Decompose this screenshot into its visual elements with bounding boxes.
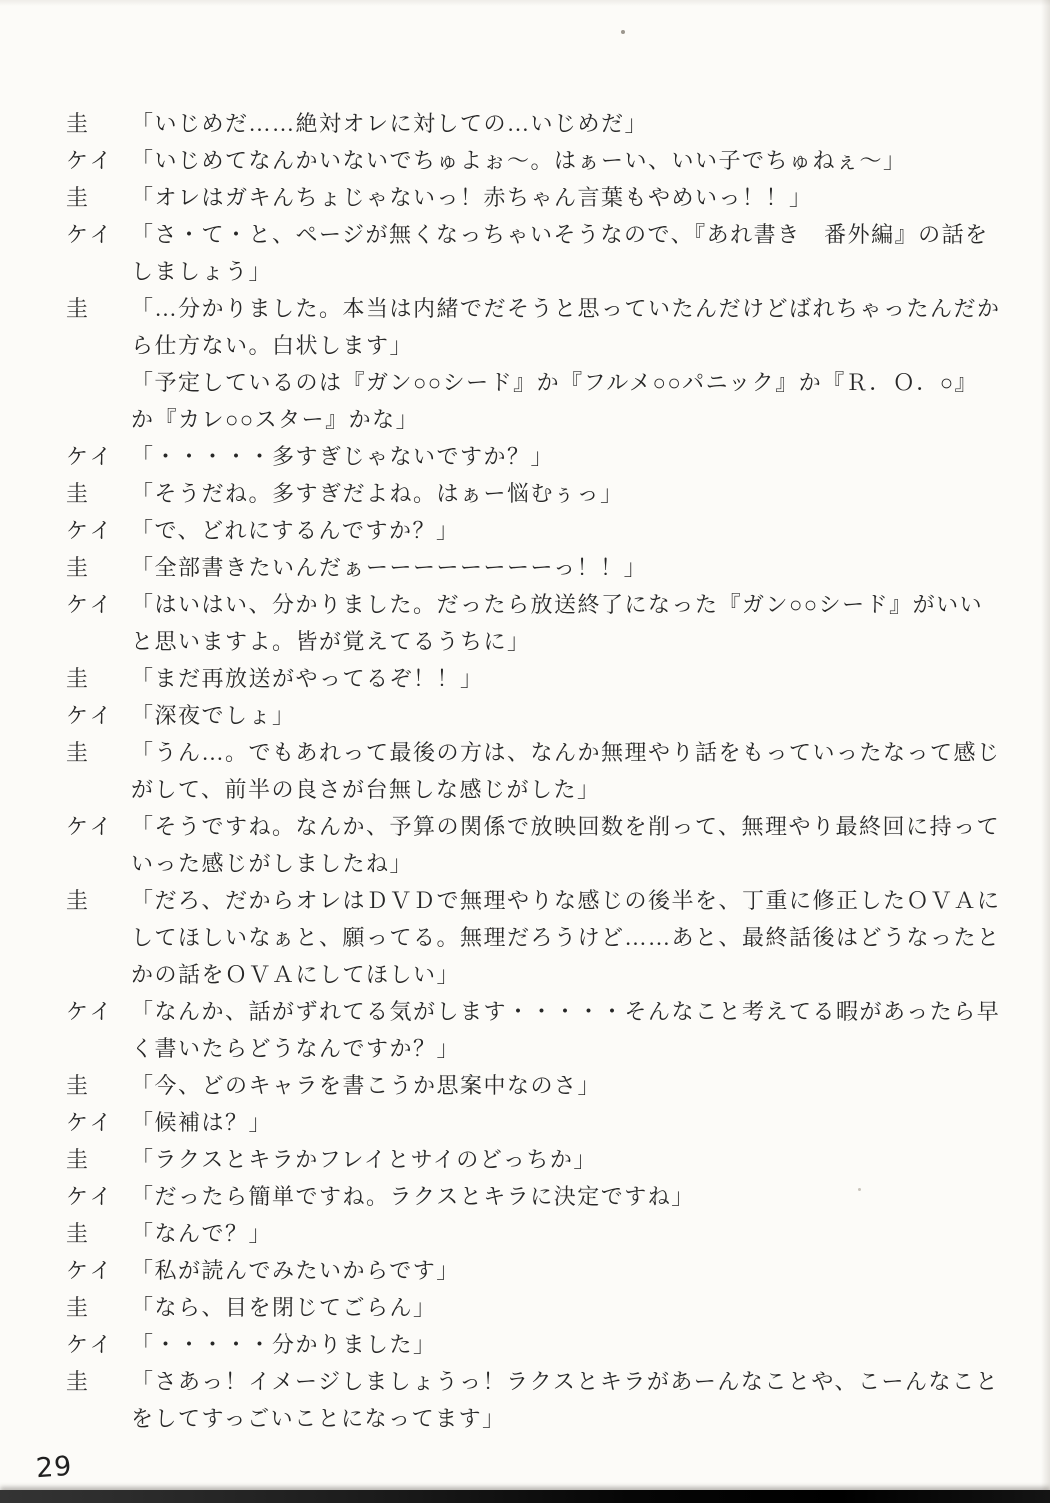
dialogue-line [0, 662, 1050, 696]
dialogue-text: 「なんで？」 [131, 1221, 273, 1246]
dialogue-text: 「いじめだ……絶対オレに対しての…いじめだ」 [131, 111, 649, 136]
scan-edge-right [1041, 0, 1050, 1503]
speaker-label: 圭 [66, 185, 92, 210]
speaker-label: ケイ [66, 148, 115, 173]
dialogue-line [0, 1328, 1050, 1362]
dialogue-line [0, 1032, 1050, 1066]
dialogue-line [0, 440, 1050, 474]
speaker-label: ケイ [66, 1258, 115, 1283]
dialogue-text: 「予定しているのは『ガン○○シード』か『フルメ○○パニック』か『Ｒ．Ｏ．○』 [131, 370, 979, 395]
dialogue-text: いった感じがしましたね」 [131, 851, 414, 876]
speaker-label: 圭 [66, 1295, 92, 1320]
speaker-label: ケイ [66, 814, 115, 839]
dialogue-text: しましょう」 [131, 259, 273, 284]
dialogue-text: ら仕方ない。白状します」 [131, 333, 414, 358]
dialogue-text: か『カレ○○スター』かな」 [131, 407, 420, 432]
dialogue-text: 「そうだね。多すぎだよね。はぁー悩むぅっ」 [131, 481, 624, 506]
dialogue-text: 「いじめてなんかいないでちゅよぉ～。はぁーい、いい子でちゅねぇ～」 [131, 148, 907, 173]
scan-speck [621, 30, 625, 34]
dialogue-text: 「今、どのキャラを書こうか思案中なのさ」 [131, 1073, 602, 1098]
dialogue-line [0, 1106, 1050, 1140]
dialogue-line [0, 736, 1050, 770]
dialogue-line [0, 1217, 1050, 1251]
dialogue-text: かの話をＯＶＡにしてほしい」 [131, 962, 461, 987]
dialogue-text: 「ラクスとキラかフレイとサイのどっちか」 [131, 1147, 597, 1172]
scan-edge-bottom [0, 1490, 1050, 1503]
dialogue-line [0, 1069, 1050, 1103]
dialogue-text: 「さ・て・と、ページが無くなっちゃいそうなので、『あれ書き 番外編』の話を [131, 222, 989, 247]
dialogue-line [0, 588, 1050, 622]
dialogue-text: 「…分かりました。本当は内緒でだそうと思っていたんだけどばれちゃったんだか [131, 296, 1001, 321]
dialogue-line [0, 144, 1050, 178]
dialogue-line [0, 1254, 1050, 1288]
dialogue-text: 「さあっ！イメージしましょうっ！ラクスとキラがあーんなことや、こーんなこと [131, 1369, 999, 1394]
dialogue-line [0, 958, 1050, 992]
speaker-label: ケイ [66, 1110, 115, 1135]
speaker-label: 圭 [66, 740, 92, 765]
dialogue-line [0, 995, 1050, 1029]
speaker-label: ケイ [66, 1184, 115, 1209]
dialogue-line [0, 403, 1050, 437]
dialogue-text: 「だったら簡単ですね。ラクスとキラに決定ですね」 [131, 1184, 695, 1209]
speaker-label: ケイ [66, 518, 115, 543]
dialogue-line [0, 1402, 1050, 1436]
dialogue-text: 「・・・・・多すぎじゃないですか？」 [131, 444, 555, 469]
dialogue-line [0, 329, 1050, 363]
dialogue-line [0, 292, 1050, 326]
dialogue-text: 「私が読んでみたいからです」 [131, 1258, 460, 1283]
dialogue-text: 「うん…。でもあれって最後の方は、なんか無理やり話をもっていったなって感じ [131, 740, 1001, 765]
dialogue-text: 「深夜でしょ」 [131, 703, 296, 728]
dialogue-text: く書いたらどうなんですか？」 [131, 1036, 461, 1061]
speaker-label: 圭 [66, 1147, 92, 1172]
speaker-label: ケイ [66, 592, 115, 617]
dialogue-text: 「だろ、だからオレはＤＶＤで無理やりな感じの後半を、丁重に修正したＯＶＡに [131, 888, 1001, 913]
speaker-label: ケイ [66, 222, 115, 247]
speaker-label: 圭 [66, 111, 92, 136]
dialogue-text: 「そうですね。なんか、予算の関係で放映回数を削って、無理やり最終回に持って [131, 814, 1001, 839]
dialogue-line [0, 625, 1050, 659]
dialogue-line [0, 366, 1050, 400]
dialogue-text: 「なんか、話がずれてる気がします・・・・・そんなこと考えてる暇があったら早 [131, 999, 1001, 1024]
scan-edge-top [0, 0, 1050, 6]
speaker-label: ケイ [66, 999, 115, 1024]
dialogue-line [0, 181, 1050, 215]
page-number: 29 [34, 1450, 74, 1485]
dialogue-line [0, 921, 1050, 955]
speaker-label: 圭 [66, 666, 92, 691]
dialogue-line [0, 107, 1050, 141]
dialogue-text: 「・・・・・分かりました」 [131, 1332, 437, 1357]
dialogue-text: 「はいはい、分かりました。だったら放送終了になった『ガン○○シード』がいい [131, 592, 984, 617]
speaker-label: 圭 [66, 1221, 92, 1246]
speaker-label: ケイ [66, 444, 115, 469]
dialogue-line [0, 1180, 1050, 1214]
dialogue-text: 「全部書きたいんだぁーーーーーーーーっ！！」 [131, 555, 648, 580]
dialogue-text: 「まだ再放送がやってるぞ！！」 [131, 666, 484, 691]
dialogue-line [0, 218, 1050, 252]
speaker-label: 圭 [66, 888, 92, 913]
dialogue-text: 「なら、目を閉じてごらん」 [131, 1295, 437, 1320]
dialogue-line [0, 884, 1050, 918]
dialogue-line [0, 1291, 1050, 1325]
dialogue-text: をしてすっごいことになってます」 [131, 1406, 506, 1431]
dialogue-line [0, 477, 1050, 511]
dialogue-line [0, 1365, 1050, 1399]
dialogue-line [0, 773, 1050, 807]
dialogue-text: 「オレはガキんちょじゃないっ！赤ちゃん言葉もやめいっ！！」 [131, 185, 813, 210]
speaker-label: 圭 [66, 296, 92, 321]
speaker-label: 圭 [66, 1369, 92, 1394]
speaker-label: 圭 [66, 555, 92, 580]
dialogue-line [0, 514, 1050, 548]
dialogue-text: と思いますよ。皆が覚えてるうちに」 [131, 629, 531, 654]
dialogue-text: がして、前半の良さが台無しな感じがした」 [131, 777, 601, 802]
dialogue-line [0, 847, 1050, 881]
speaker-label: 圭 [66, 1073, 92, 1098]
dialogue-line [0, 551, 1050, 585]
dialogue-line [0, 699, 1050, 733]
dialogue-text: してほしいなぁと、願ってる。無理だろうけど……あと、最終話後はどうなったと [131, 925, 1001, 950]
dialogue-line [0, 810, 1050, 844]
speaker-label: ケイ [66, 703, 115, 728]
speaker-label: 圭 [66, 481, 92, 506]
dialogue-text: 「で、どれにするんですか？」 [131, 518, 460, 543]
speaker-label: ケイ [66, 1332, 115, 1357]
dialogue-line [0, 1143, 1050, 1177]
dialogue-text: 「候補は？」 [131, 1110, 273, 1135]
dialogue-line [0, 255, 1050, 289]
